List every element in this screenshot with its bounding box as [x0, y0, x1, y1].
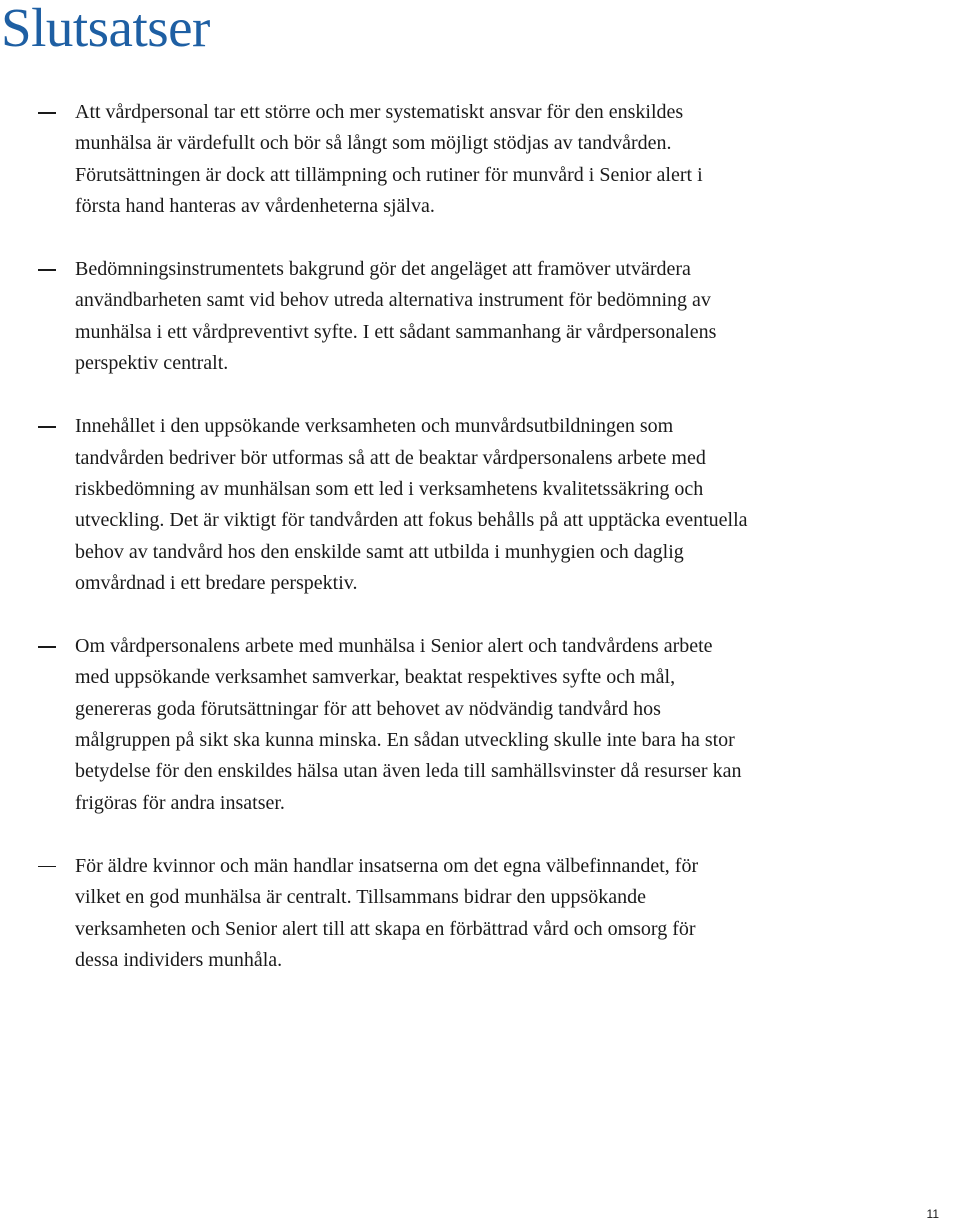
page-number: 11	[926, 1207, 939, 1221]
list-item-text: Att vårdpersonal tar ett större och mer systematiskt ansvar för den enskildes munhälsa är värdefullt och bör så långt som möjligt stödjas av tandvården. Förutsättningen är dock att tillämpning och rutiner för munvård i Senior alert i första hand hanteras av vårdenheterna själva.	[75, 101, 703, 217]
list-item-text: Bedömningsinstrumentets bakgrund gör det angeläget att framöver utvärdera användbarheten samt vid behov utreda alternativa instrument för bedömning av munhälsa i ett vårdpreventivt syfte. I ett sådant sammanhang är vårdpersonalens perspektiv centralt.	[75, 258, 717, 375]
dash-bullet-icon	[38, 426, 56, 428]
dash-bullet-icon	[38, 646, 56, 648]
list-item	[0, 411, 755, 599]
dash-bullet-icon	[38, 112, 56, 114]
list-item	[0, 97, 725, 222]
page-title: Slutsatser	[1, 0, 210, 58]
list-item	[0, 254, 735, 379]
conclusions-list	[0, 97, 960, 1008]
list-item-text: Om vårdpersonalens arbete med munhälsa i Senior alert och tandvårdens arbete med uppsökande verksamhet samverkar, beaktat respektives syfte och mål, genereras goda förutsättningar för att behovet av nödvändig tandvård hos målgruppen på sikt ska kunna minska. En sådan utveckling skulle inte bara ha stor betydelse för den enskildes hälsa utan även leda till samhällsvinster då resurser kan frigöras för andra insatser.	[75, 635, 742, 814]
list-item	[0, 851, 725, 976]
list-item-text: Innehållet i den uppsökande verksamheten och munvårdsutbildningen som tandvården bedriver bör utformas så att de beaktar vårdpersonalens arbete med riskbedömning av munhälsan som ett led i verksamhetens kvalitetssäkring och utveckling. Det är viktigt för tandvården att fokus behålls på att upptäcka eventuella behov av tandvård hos den enskilde samt att utbilda i munhygien och daglig omvårdnad i ett bredare perspektiv.	[75, 415, 748, 594]
dash-bullet-icon	[38, 269, 56, 271]
list-item-text: För äldre kvinnor och män handlar insatserna om det egna välbefinnandet, för vilket en god munhälsa är centralt. Tillsammans bidrar den uppsökande verksamheten och Senior alert till att skapa en förbättrad vård och omsorg för dessa individers munhåla.	[75, 854, 699, 971]
list-item	[0, 631, 745, 819]
dash-bullet-icon	[38, 866, 56, 868]
